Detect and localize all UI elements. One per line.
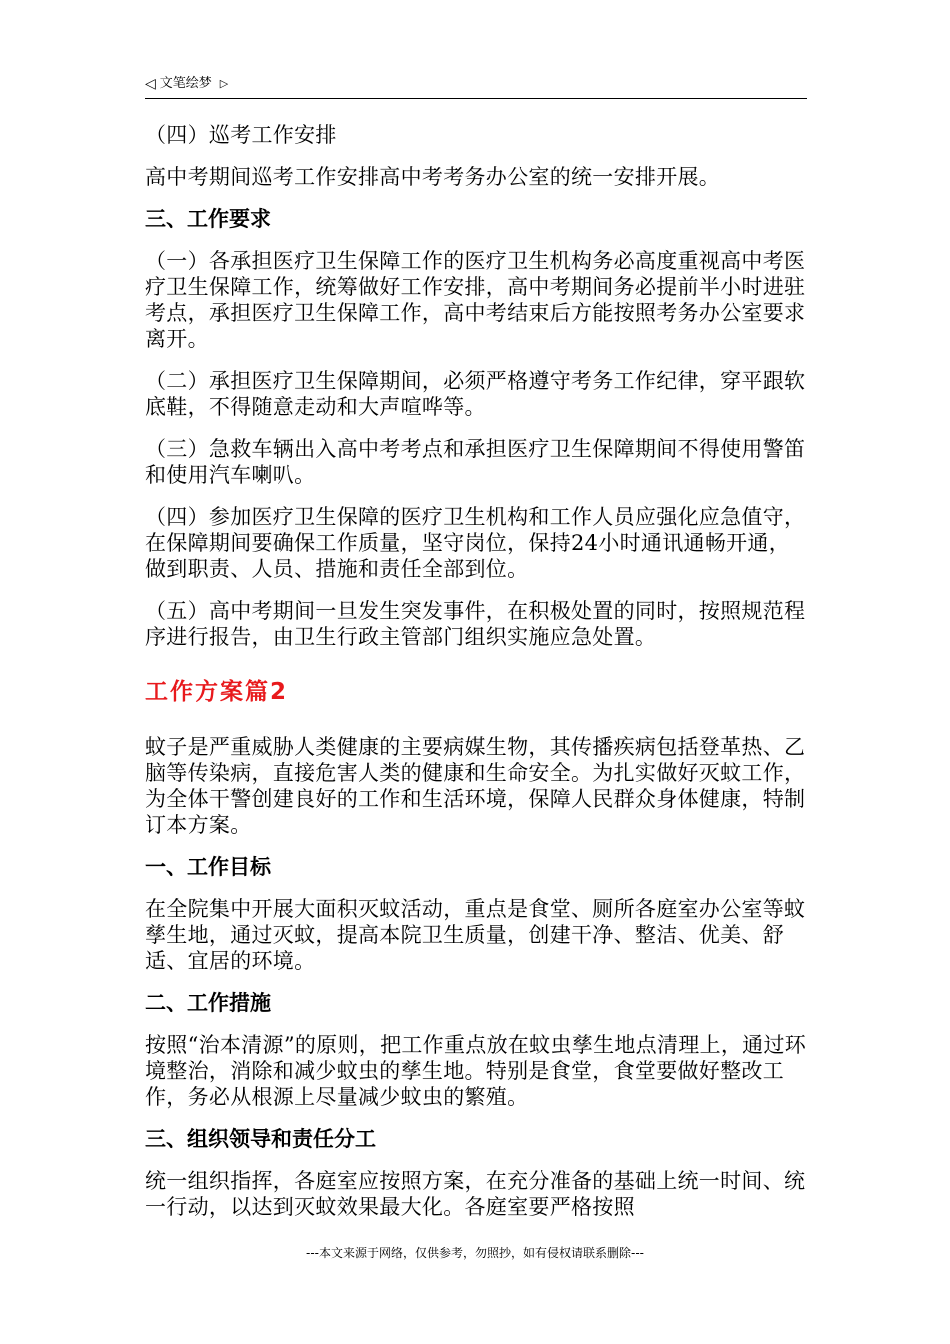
paragraph: （一）各承担医疗卫生保障工作的医疗卫生机构务必高度重视高中考医疗卫生保障工作，统筹做好工作安排，高中考期间务必提前半小时进驻考点，承担医疗卫生保障工作，高中考结束后方能按照考务办公室要求离开。 — [145, 249, 806, 351]
paragraph: 高中考期间巡考工作安排高中考考务办公室的统一安排开展。 — [145, 165, 721, 189]
header-logo — [145, 76, 228, 92]
paragraph: （五）高中考期间一旦发生突发事件，在积极处置的同时，按照规范程序进行报告，由卫生行政主管部门组织实施应急处置。 — [145, 599, 806, 649]
section-heading: 三、组织领导和责任分工 — [145, 1127, 376, 1151]
left-triangle-icon: ◁ — [145, 76, 156, 92]
paragraph: 统一组织指挥，各庭室应按照方案，在充分准备的基础上统一时间、统一行动，以达到灭蚊效果最大化。各庭室要严格按照 — [145, 1169, 806, 1219]
section-heading: 二、工作措施 — [145, 991, 271, 1015]
page-header — [145, 74, 807, 99]
paragraph: （四）巡考工作安排 — [145, 123, 337, 147]
paragraph: （二）承担医疗卫生保障期间，必须严格遵守考务工作纪律，穿平跟软底鞋，不得随意走动和大声喧哗等。 — [145, 369, 806, 419]
logo-text: 文笔绘梦 — [159, 76, 212, 91]
page-footer: ---本文来源于网络，仅供参考，勿照抄，如有侵权请联系删除--- — [306, 1246, 644, 1260]
section-heading: 三、工作要求 — [145, 207, 271, 231]
paragraph: （三）急救车辆出入高中考考点和承担医疗卫生保障期间不得使用警笛和使用汽车喇叭。 — [145, 437, 806, 487]
document-body — [145, 122, 807, 1236]
paragraph: 蚊子是严重威胁人类健康的主要病媒生物，其传播疾病包括登革热、乙脑等传染病，直接危害人类的健康和生命安全。为扎实做好灭蚊工作，为全体干警创建良好的工作和生活环境，保障人民群众身体健康，特制订本方案。 — [145, 735, 806, 837]
paragraph: （四）参加医疗卫生保障的医疗卫生机构和工作人员应强化应急值守，在保障期间要确保工作质量，坚守岗位，保持24小时通讯通畅开通，做到职责、人员、措施和责任全部到位。 — [145, 505, 806, 581]
paragraph: 在全院集中开展大面积灭蚊活动，重点是食堂、厕所各庭室办公室等蚊孳生地，通过灭蚊，提高本院卫生质量，创建干净、整洁、优美、舒适、宜居的环境。 — [145, 897, 806, 973]
paragraph: 按照“治本清源”的原则，把工作重点放在蚊虫孳生地点清理上，通过环境整治，消除和减少蚊虫的孳生地。特别是食堂，食堂要做好整改工作，务必从根源上尽量减少蚊虫的繁殖。 — [145, 1033, 807, 1109]
section-heading: 一、工作目标 — [145, 855, 271, 879]
chapter-title: 工作方案篇2 — [145, 679, 289, 705]
right-triangle-icon: ▷ — [219, 77, 229, 90]
